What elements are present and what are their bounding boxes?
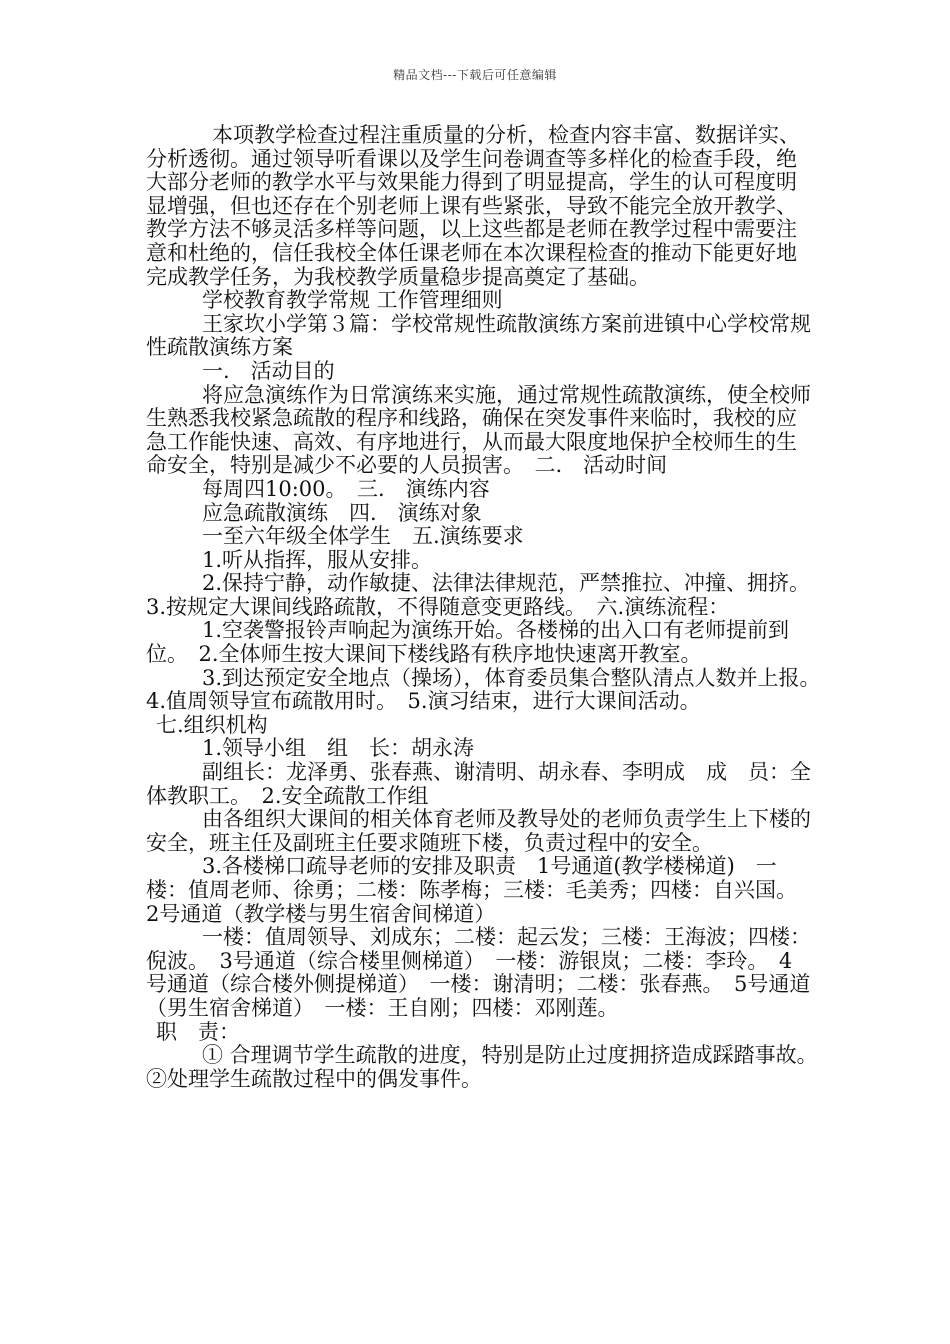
document-body xyxy=(146,123,832,1091)
list-item: 3.到达预定安全地点（操场），体育委员集合整队清点人数并上报。 4.值周领导宣布疏散用时。 5.演习结束，进行大课间活动。 xyxy=(146,665,832,714)
section-heading: 一. 活动目的 xyxy=(202,358,335,383)
list-item: 1.听从指挥，服从安排。 xyxy=(202,547,433,572)
paragraph: 王家坎小学第３篇：学校常规性疏散演练方案前进镇中心学校常规性疏散演练方案 xyxy=(146,311,811,360)
paragraph: 一楼：值周领导、刘成东；二楼：起云发；三楼：王海波；四楼：倪波。 3号通道（综合楼里侧梯道） 一楼：游银岚；二楼：李玲。 4号通道（综合楼外侧提梯道） 一楼：谢清明；二楼：张春燕。 5号通道（男生宿舍梯道） 一楼：王自刚；四楼：邓刚莲。 xyxy=(146,925,811,1020)
paragraph: 副组长：龙泽勇、张春燕、谢清明、胡永春、李明成 成 员：全体教职工。 2.安全疏散工作组 xyxy=(146,760,811,808)
paragraph: 每周四10:00。 三. 演练内容 xyxy=(202,476,490,501)
paragraph: 一至六年级全体学生 五.演练要求 xyxy=(202,524,524,549)
paragraph: 本项教学检查过程注重质量的分析，检查内容丰富、数据详实、分析透彻。通过领导听看课以及学生问卷调查等多样化的检查手段，绝大部分老师的教学水平与效果能力得到了明显提高，学生的认可程度明显增强，但也还存在个别老师上课有些紧张，导致不能完全放开教学、教学方法不够灵活多样等问题，以上这些都是老师在教学过程中需要注意和杜绝的，信任我校全体任课老师在本次课程检查的推动下能更好地完成教学任务，为我校教学质量稳步提高奠定了基础。 xyxy=(146,123,800,289)
list-item: 1.领导小组 组 长：胡永涛 xyxy=(202,736,475,761)
section-heading: 七.组织机构 xyxy=(156,712,268,737)
paragraph: 学校教育教学常规 工作管理细则 xyxy=(202,288,503,313)
paragraph: 将应急演练作为日常演练来实施，通过常规性疏散演练，使全校师生熟悉我校紧急疏散的程序和线路，确保在突发事件来临时，我校的应急工作能快速、高效、有序地进行，从而最大限度地保护全校师生的生命安全，特别是减少不必要的人员损害。 二. 活动时间 xyxy=(146,382,811,478)
paragraph: ① 合理调节学生疏散的进度，特别是防止过度拥挤造成踩踏事故。 ②处理学生疏散过程中的偶发事件。 xyxy=(146,1043,829,1091)
section-heading: 职 责： xyxy=(156,1019,240,1044)
paragraph: 应急疏散演练 四. 演练对象 xyxy=(202,500,482,525)
list-item: 2.保持宁静，动作敏捷、法律法律规范，严禁推拉、冲撞、拥挤。 3.按规定大课间线路疏散，不得随意变更路线。 六.演练流程： xyxy=(146,571,821,619)
paragraph: 由各组织大课间的相关体育老师及教导处的老师负责学生上下楼的安全，班主任及副班主任要求随班下楼，负责过程中的安全。 xyxy=(146,807,811,855)
page-header: 精品文档---下载后可任意编辑 xyxy=(393,68,557,82)
list-item: 1.空袭警报铃声响起为演练开始。各楼梯的出入口有老师提前到位。 2.全体师生按大课间下楼线路有秩序地快速离开教室。 xyxy=(146,618,790,667)
paragraph: 3.各楼梯口疏导老师的安排及职责 1号通道(教学楼梯道) 一楼：值周老师、徐勇；二楼：陈孝梅；三楼：毛美秀；四楼：自兴国。 2号通道（教学楼与男生宿舍间梯道） xyxy=(146,854,808,926)
